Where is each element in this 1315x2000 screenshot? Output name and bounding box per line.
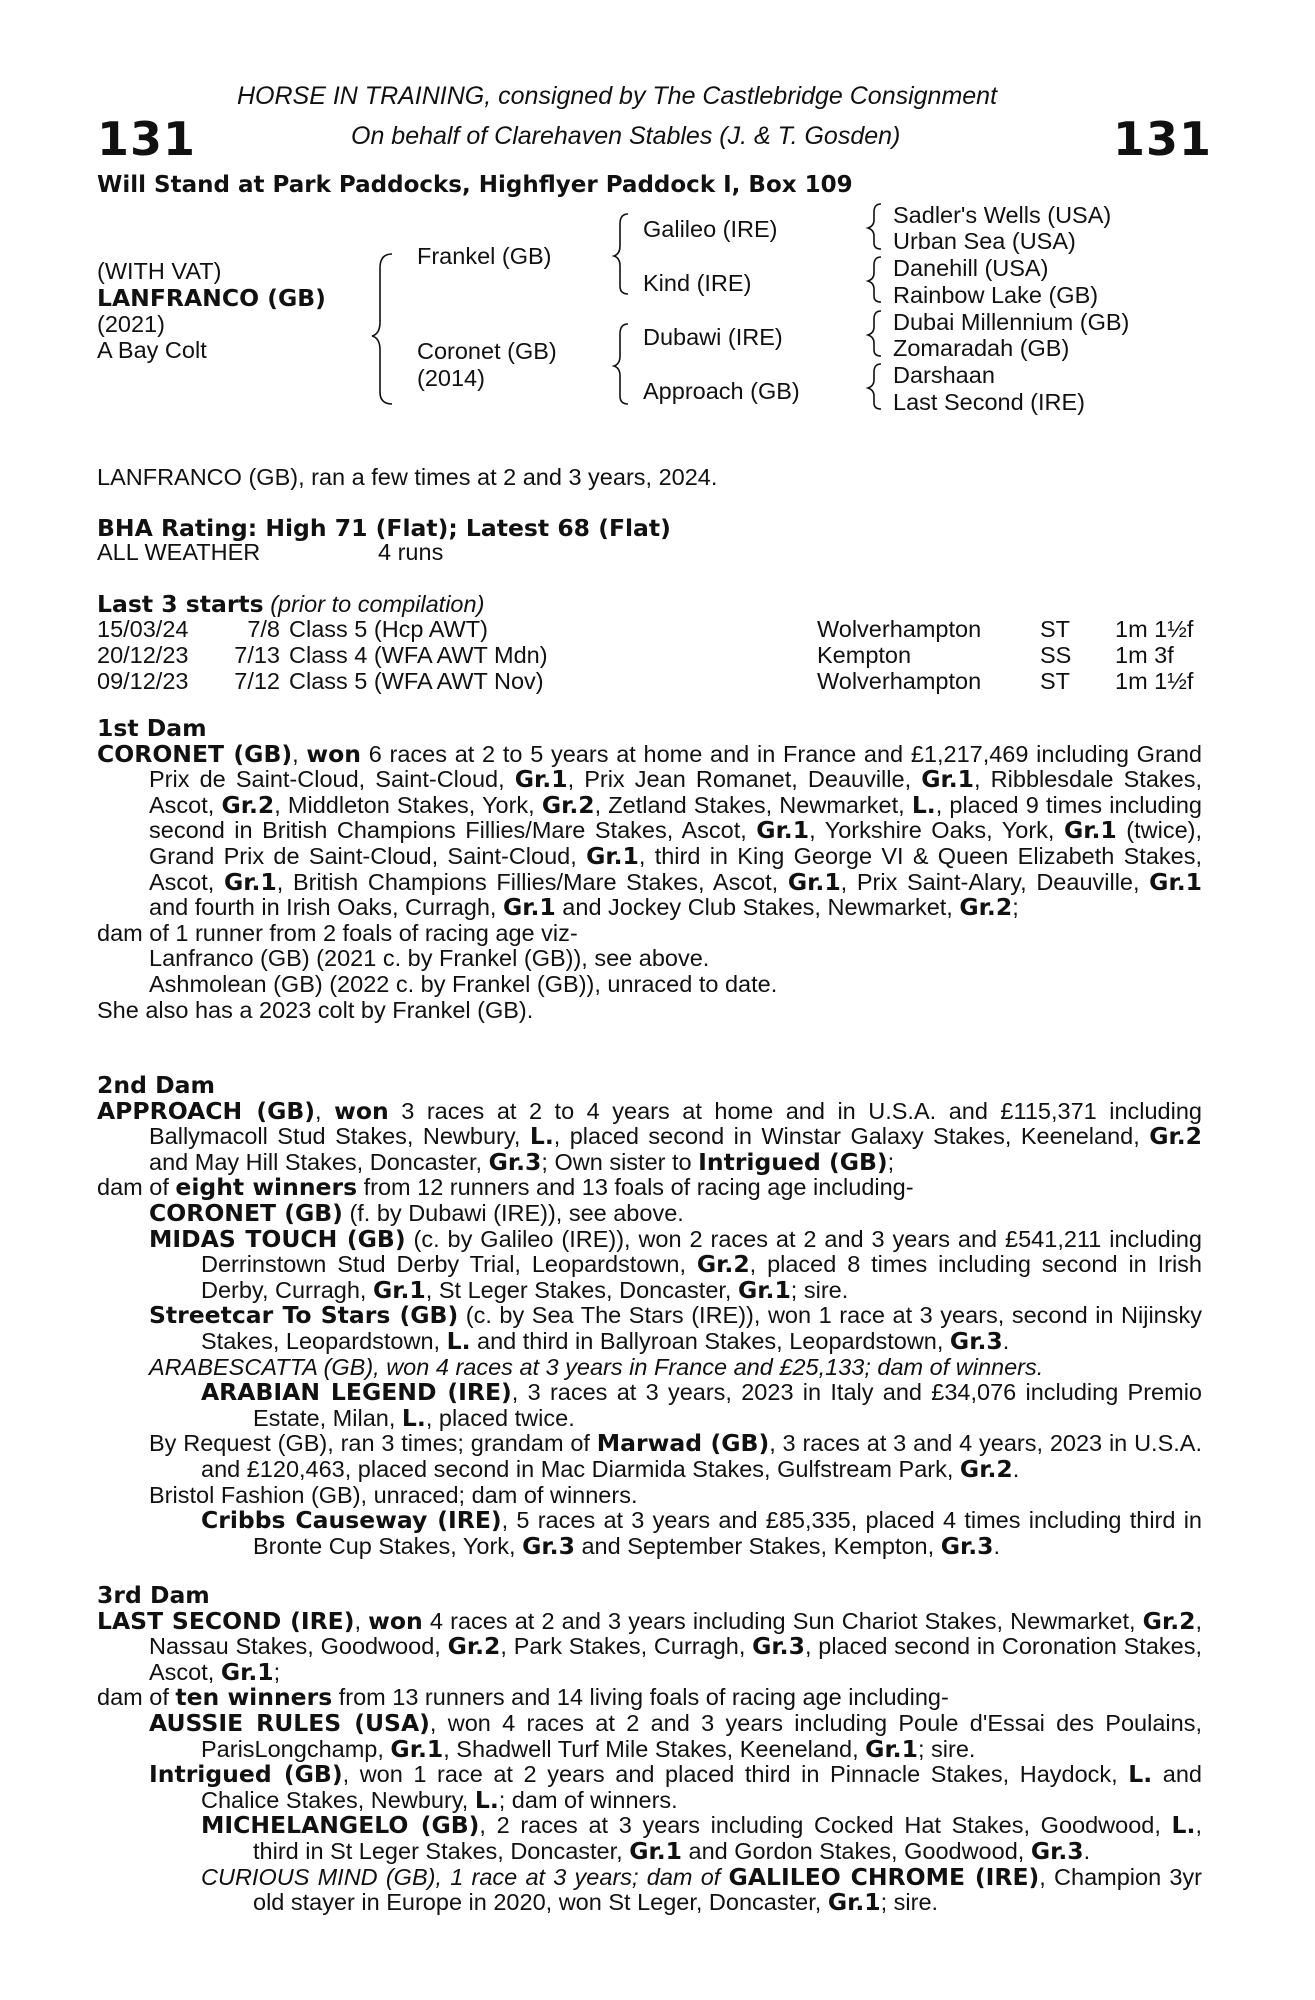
starts-cell-going: ST	[1040, 616, 1071, 642]
horse-name: LANFRANCO (GB)	[97, 284, 326, 312]
starts-cell-pos: 7/12	[234, 668, 280, 694]
first-dam-produce-intro: dam of 1 runner from 2 foals of racing age viz-	[97, 919, 578, 946]
starts-cell-race: Class 5 (Hcp AWT)	[289, 616, 488, 642]
pedigree-g3-1: Sadler's Wells (USA)	[893, 202, 1112, 228]
pedigree-dam-sire: Dubawi (IRE)	[643, 324, 783, 350]
produce-item: AUSSIE RULES (USA), won 4 races at 2 and 3 years including Poule d'Essai des Poulains, ParisLongchamp, Gr.1, Shadwell Turf Mile Stakes, Keeneland, Gr.1; sire.	[149, 1708, 1202, 1763]
produce-item: Lanfranco (GB) (2021 c. by Frankel (GB)), see above.	[149, 945, 710, 972]
first-dam-section	[97, 716, 1202, 1023]
starts-row	[97, 616, 1202, 642]
first-dam-name: CORONET (GB)	[97, 739, 293, 768]
starts-cell-pos: 7/8	[247, 616, 280, 642]
starts-cell-course: Wolverhampton	[817, 616, 982, 642]
vat-label: (WITH VAT)	[97, 258, 222, 284]
starts-cell-course: Wolverhampton	[817, 668, 982, 694]
third-dam-name: LAST SECOND (IRE)	[97, 1606, 355, 1635]
produce-item: MICHELANGELO (GB), 2 races at 3 years including Cocked Hat Stakes, Goodwood, L., third in St Leger Stakes, Doncaster, Gr.1 and Gordon Stakes, Goodwood, Gr.3.	[201, 1811, 1202, 1865]
produce-item: Intrigued (GB), won 1 race at 2 years and placed third in Pinnacle Stakes, Haydock, L. and Chalice Stakes, Newbury, L.; dam of winners.	[149, 1760, 1202, 1814]
starts-cell-date: 15/03/24	[97, 616, 189, 642]
second-dam-heading: 2nd Dam	[97, 1071, 215, 1099]
pedigree-g3-3: Danehill (USA)	[893, 255, 1049, 281]
second-dam-produce-intro: dam of eight winners from 12 runners and 13 foals of racing age including-	[97, 1173, 914, 1202]
produce-item: Bristol Fashion (GB), unraced; dam of winners.	[149, 1481, 638, 1508]
third-dam-record: LAST SECOND (IRE), won 4 races at 2 and 3 years including Sun Chariot Stakes, Newmarket, Gr.2, Nassau Stakes, Goodwood, Gr.2, Park Stakes, Curragh, Gr.3, placed second in Coronation Stakes, Ascot, Gr.1;	[97, 1606, 1203, 1686]
rating-runs: 4 runs	[378, 539, 444, 565]
produce-item: CORONET (GB) (f. by Dubawi (IRE)), see above.	[149, 1198, 684, 1227]
starts-title: Last 3 starts	[97, 590, 264, 618]
starts-note: (prior to compilation)	[270, 591, 485, 617]
starts-cell-going: ST	[1040, 668, 1071, 694]
pedigree-dam-dam: Approach (GB)	[643, 378, 800, 404]
pedigree-g3-4: Rainbow Lake (GB)	[893, 282, 1099, 308]
pedigree-g3-2: Urban Sea (USA)	[893, 228, 1076, 254]
pedigree-g3-5: Dubai Millennium (GB)	[893, 309, 1130, 335]
starts-heading	[97, 590, 484, 618]
starts-cell-dist: 1m 1½f	[1115, 616, 1194, 642]
second-dam-section	[97, 1073, 1202, 1559]
rating-surface: ALL WEATHER	[97, 539, 261, 565]
starts-cell-pos: 7/13	[234, 642, 280, 668]
pedigree-sire-dam: Kind (IRE)	[643, 270, 752, 296]
pedigree-g3-8: Last Second (IRE)	[893, 389, 1086, 415]
lot-number-left: 131	[97, 112, 197, 166]
won-label: won	[306, 739, 361, 768]
produce-item: ARABESCATTA (GB), won 4 races at 3 years in France and £25,133; dam of winners.	[149, 1353, 1044, 1380]
starts-cell-going: SS	[1040, 642, 1072, 668]
horse-year: (2021)	[97, 311, 165, 337]
first-dam-record: CORONET (GB), won 6 races at 2 to 5 years at home and in France and £1,217,469 including Grand Prix de Saint-Cloud, Saint-Cloud, Gr.1, Prix Jean Romanet, Deauville, Gr.1, Ribblesdale Stakes, Ascot, Gr.2, Middleton Stakes, York, Gr.2, Zetland Stakes, Newmarket, L., placed 9 times including second in British Champions Fillies/Mare Stakes, Ascot, Gr.1, Yorkshire Oaks, York, Gr.1 (twice), Grand Prix de Saint-Cloud, Saint-Cloud, Gr.1, third in King George VI & Queen Elizabeth Stakes, Ascot, Gr.1, British Champions Fillies/Mare Stakes, Ascot, Gr.1, Prix Saint-Alary, Deauville, Gr.1 and fourth in Irish Oaks, Curragh, Gr.1 and Jockey Club Stakes, Newmarket, Gr.2;	[97, 739, 1203, 922]
on-behalf-line: On behalf of Clarehaven Stables (J. & T. Gosden)	[351, 122, 901, 150]
first-dam-heading: 1st Dam	[97, 714, 207, 742]
third-dam-heading: 3rd Dam	[97, 1581, 210, 1609]
starts-cell-race: Class 5 (WFA AWT Nov)	[289, 668, 544, 694]
pedigree-sire-sire: Galileo (IRE)	[643, 216, 778, 242]
racing-summary: LANFRANCO (GB), ran a few times at 2 and 3 years, 2024.	[97, 464, 718, 490]
starts-cell-date: 09/12/23	[97, 668, 189, 694]
horse-description: A Bay Colt	[97, 337, 207, 363]
produce-item: By Request (GB), ran 3 times; grandam of Marwad (GB), 3 races at 3 and 4 years, 2023 in U.S.A. and £120,463, placed second in Mac Diarmida Stakes, Gulfstream Park, Gr.2.	[149, 1429, 1202, 1483]
pedigree-dam: Coronet (GB)	[417, 338, 557, 364]
produce-item: CURIOUS MIND (GB), 1 race at 3 years; dam of GALILEO CHROME (IRE), Champion 3yr old stayer in Europe in 2020, won St Leger, Doncaster, Gr.1; sire.	[201, 1862, 1203, 1917]
produce-item: ARABIAN LEGEND (IRE), 3 races at 3 years, 2023 in Italy and £34,076 including Premio Estate, Milan, L., placed twice.	[201, 1378, 1202, 1432]
produce-item: Cribbs Causeway (IRE), 5 races at 3 years and £85,335, placed 4 times including third in Bronte Cup Stakes, York, Gr.3 and September Stakes, Kempton, Gr.3.	[201, 1506, 1202, 1560]
consignor-line: HORSE IN TRAINING, consigned by The Castlebridge Consignment	[237, 82, 998, 110]
starts-cell-date: 20/12/23	[97, 642, 189, 668]
pedigree-sire: Frankel (GB)	[417, 243, 552, 269]
produce-item: Ashmolean (GB) (2022 c. by Frankel (GB)), unraced to date.	[149, 970, 778, 997]
bha-rating: BHA Rating: High 71 (Flat); Latest 68 (Flat)	[97, 514, 671, 542]
produce-item: Streetcar To Stars (GB) (c. by Sea The Stars (IRE)), won 1 race at 3 years, second in Nijinsky Stakes, Leopardstown, L. and third in Ballyroan Stakes, Leopardstown, Gr.3.	[149, 1301, 1202, 1355]
second-dam-name: APPROACH (GB)	[97, 1096, 316, 1125]
starts-cell-dist: 1m 1½f	[1115, 668, 1194, 694]
third-dam-section	[97, 1583, 1202, 1916]
starts-cell-dist: 1m 3f	[1115, 642, 1174, 668]
produce-item: MIDAS TOUCH (GB) (c. by Galileo (IRE)), won 2 races at 2 and 3 years and £541,211 including Derrinstown Stud Derby Trial, Leopardstown, Gr.2, placed 8 times including second in Irish Derby, Curragh, Gr.1, St Leger Stakes, Doncaster, Gr.1; sire.	[149, 1224, 1202, 1304]
pedigree-dam-year: (2014)	[417, 365, 485, 391]
third-dam-produce-intro: dam of ten winners from 13 runners and 14 living foals of racing age including-	[97, 1683, 949, 1712]
first-dam-also: She also has a 2023 colt by Frankel (GB).	[97, 996, 534, 1023]
pedigree-g3-6: Zomaradah (GB)	[893, 335, 1070, 361]
lot-number-right: 131	[1113, 112, 1213, 166]
starts-cell-course: Kempton	[817, 642, 912, 668]
starts-cell-race: Class 4 (WFA AWT Mdn)	[289, 642, 548, 668]
second-dam-record: APPROACH (GB), won 3 races at 2 to 4 years at home and in U.S.A. and £115,371 including Ballymacoll Stud Stakes, Newbury, L., placed second in Winstar Galaxy Stakes, Keeneland, Gr.2 and May Hill Stakes, Doncaster, Gr.3; Own sister to Intrigued (GB);	[97, 1096, 1203, 1176]
starts-row	[97, 642, 1202, 668]
starts-row	[97, 668, 1202, 694]
stand-location: Will Stand at Park Paddocks, Highflyer Paddock I, Box 109	[97, 172, 853, 198]
pedigree-g3-7: Darshaan	[893, 362, 995, 388]
pedigree-brackets	[0, 0, 1315, 430]
